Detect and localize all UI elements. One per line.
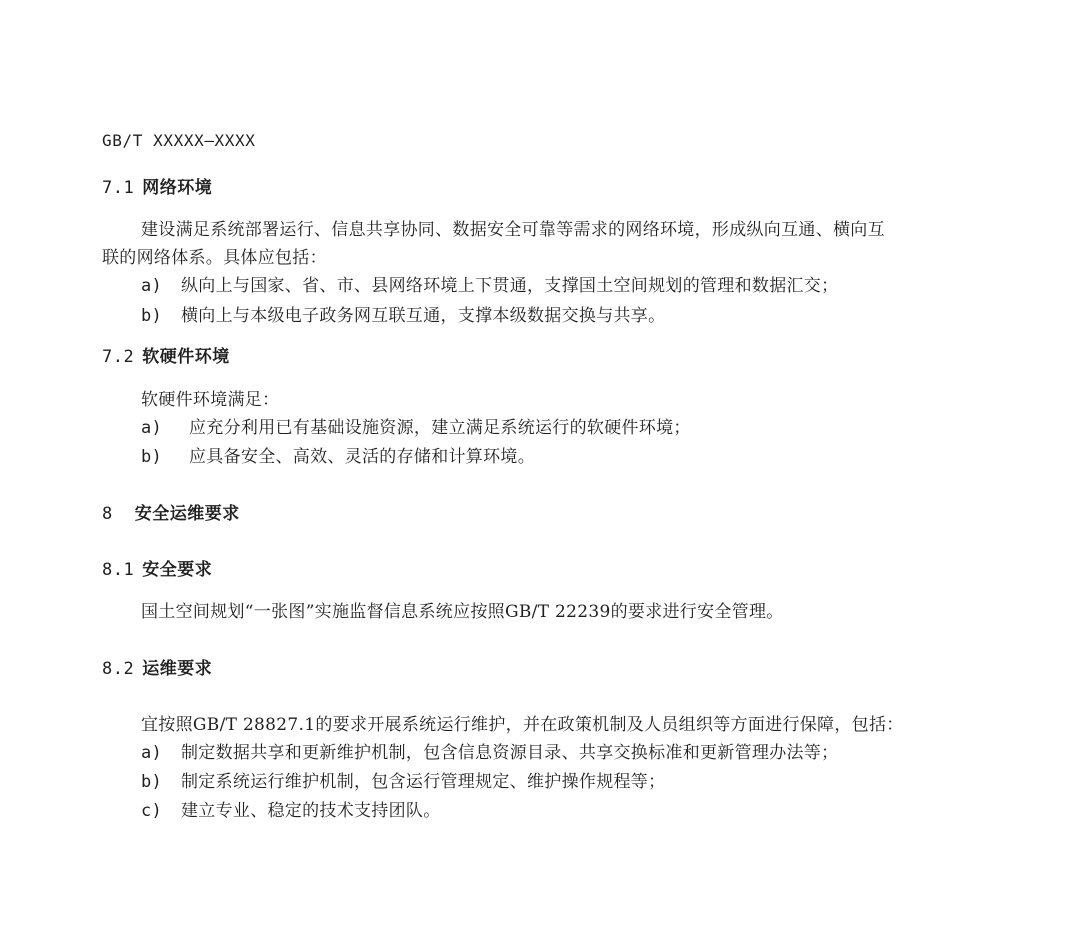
list-item-text: 横向上与本级电子政务网互联互通，支撑本级数据交换与共享。 xyxy=(181,306,666,326)
section-title: 安全运维要求 xyxy=(134,504,240,524)
list-item xyxy=(141,741,838,765)
list-item xyxy=(141,304,665,328)
list-marker: b) xyxy=(141,447,163,467)
list-marker: a) xyxy=(141,418,163,438)
list-item xyxy=(141,799,441,823)
section-title: 软硬件环境 xyxy=(142,347,230,367)
section-7-2-heading xyxy=(102,345,230,369)
section-8-2-heading xyxy=(102,657,212,681)
list-item xyxy=(141,416,691,440)
list-marker: a) xyxy=(141,743,163,763)
list-marker: c) xyxy=(141,801,163,821)
list-marker: a) xyxy=(141,276,163,296)
paragraph-line: 建设满足系统部署运行、信息共享协同、数据安全可靠等需求的网络环境，形成纵向互通、横向互 xyxy=(141,220,885,240)
list-item xyxy=(141,770,665,794)
list-item xyxy=(141,274,838,298)
list-item xyxy=(141,445,535,469)
section-number: 8.2 xyxy=(102,659,135,679)
list-item-text: 建立专业、稳定的技术支持团队。 xyxy=(181,801,441,821)
section-number: 7.2 xyxy=(102,347,135,367)
list-marker: b) xyxy=(141,306,163,326)
section-7-1-heading xyxy=(102,176,212,200)
paragraph-line: 宜按照GB/T 28827.1的要求开展系统运行维护，并在政策机制及人员组织等方面进行保障，包括： xyxy=(141,715,904,735)
list-item-text: 制定数据共享和更新维护机制，包含信息资源目录、共享交换标准和更新管理办法等； xyxy=(181,743,839,763)
section-8-heading xyxy=(102,502,240,526)
paragraph-line: 联的网络体系。具体应包括： xyxy=(102,248,327,268)
section-title: 网络环境 xyxy=(142,178,213,198)
paragraph-line: 国土空间规划“一张图”实施监督信息系统应按照GB/T 22239的要求进行安全管理。 xyxy=(141,602,784,622)
section-number: 7.1 xyxy=(102,178,135,198)
paragraph-line: 软硬件环境满足： xyxy=(141,390,280,410)
section-number: 8.1 xyxy=(102,560,135,580)
list-marker: b) xyxy=(141,772,163,792)
section-number: 8 xyxy=(102,504,113,524)
list-item-text: 应具备安全、高效、灵活的存储和计算环境。 xyxy=(189,447,535,467)
list-item-text: 制定系统运行维护机制，包含运行管理规定、维护操作规程等； xyxy=(181,772,666,792)
list-item-text: 纵向上与国家、省、市、县网络环境上下贯通，支撑国土空间规划的管理和数据汇交； xyxy=(181,276,839,296)
section-title: 安全要求 xyxy=(142,560,213,580)
section-title: 运维要求 xyxy=(142,659,213,679)
document-code: GB/T XXXXX—XXXX xyxy=(102,131,256,150)
list-item-text: 应充分利用已有基础设施资源，建立满足系统运行的软硬件环境； xyxy=(189,418,691,438)
section-8-1-heading xyxy=(102,558,212,582)
